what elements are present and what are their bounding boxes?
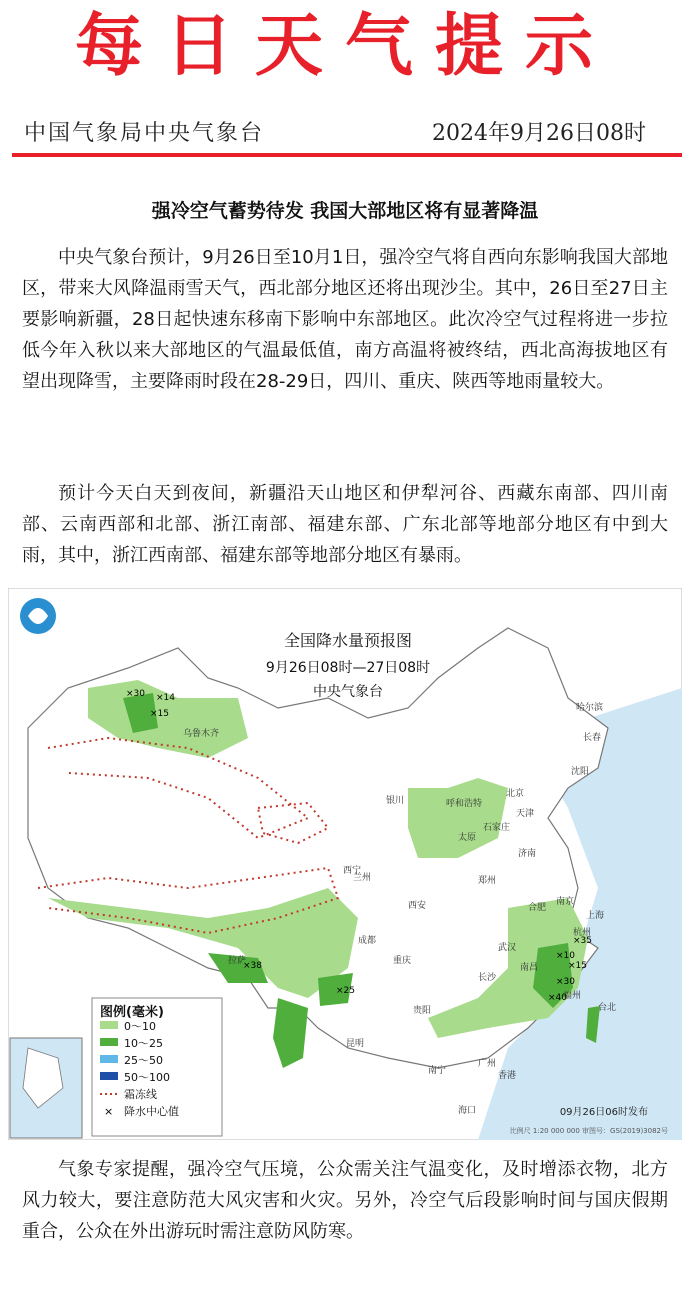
city-label: 天津 xyxy=(516,809,535,819)
center-value-label: ×15 xyxy=(568,961,587,971)
paragraph-1: 中央气象台预计，9月26日至10月1日，强冷空气将自西向东影响我国大部地区，带来大风降温雨雪天气，西北部分地区还将出现沙尘。其中，26日至27日主要影响新疆，28日起快速东移南下影响中东部地区。此次冷空气过程将进一步拉低今年入秋以来大部地区的气温最低值，南方高温将被终结，西北高海拔地区有望出现降雪，主要降雨时段在28-29日，四川、重庆、陕西等地雨量较大。 xyxy=(22,247,668,392)
legend-label: 0～10 xyxy=(124,1020,156,1033)
city-label: 济南 xyxy=(518,849,537,859)
city-label: 杭州 xyxy=(573,928,592,938)
city-label: 郑州 xyxy=(478,876,497,886)
legend-label: 25～50 xyxy=(124,1054,163,1067)
city-label: 贵阳 xyxy=(413,1006,432,1016)
city-label: 台北 xyxy=(598,1003,617,1013)
issue-datetime: 2024年9月26日08时 xyxy=(432,121,646,146)
city-label: 沈阳 xyxy=(571,767,590,777)
city-label: 拉萨 xyxy=(228,956,247,966)
city-label: 银川 xyxy=(386,796,405,806)
city-label: 重庆 xyxy=(393,956,412,966)
center-value-label: ×30 xyxy=(126,689,145,699)
city-label: 呼和浩特 xyxy=(446,799,483,809)
legend-swatch xyxy=(100,1021,118,1029)
city-label: 太原 xyxy=(458,833,477,843)
legend-swatch xyxy=(100,1072,118,1080)
city-label: 乌鲁木齐 xyxy=(183,729,220,739)
city-label: 成都 xyxy=(358,936,377,946)
red-divider xyxy=(12,153,682,157)
city-label: 西安 xyxy=(408,901,427,911)
paragraph-2: 预计今天白天到夜间，新疆沿天山地区和伊犁河谷、西藏东南部、四川南部、云南西部和北部、浙江南部、福建东部、广东北部等地部分地区有中到大雨，其中，浙江西南部、福建东部等地部分地区有暴雨。 xyxy=(22,483,668,566)
legend-label: 降水中心值 xyxy=(124,1105,179,1118)
center-value-label: ×40 xyxy=(548,993,567,1003)
city-label: 福州 xyxy=(563,991,582,1001)
city-label: 石家庄 xyxy=(483,823,511,833)
map-issuer: 中央气象台 xyxy=(313,684,383,700)
city-label: 香港 xyxy=(498,1071,517,1081)
city-label: 北京 xyxy=(506,789,525,799)
city-label: 哈尔滨 xyxy=(576,703,604,713)
center-value-label: ×25 xyxy=(336,986,355,996)
map-period: 9月26日08时—27日08时 xyxy=(265,660,431,676)
center-value-label: ×38 xyxy=(243,961,262,971)
city-label: 海口 xyxy=(458,1106,477,1116)
city-label: 南京 xyxy=(556,897,575,907)
map-title: 全国降水量预报图 xyxy=(283,631,413,650)
cma-logo-icon xyxy=(20,598,56,634)
publish-time: 09月26日06时发布 xyxy=(559,1107,648,1118)
city-label: 长春 xyxy=(583,733,602,743)
legend-swatch: × xyxy=(104,1105,114,1118)
city-label: 南昌 xyxy=(520,963,539,973)
city-label: 广州 xyxy=(478,1059,497,1069)
city-label: 兰州 xyxy=(353,873,372,883)
city-label: 上海 xyxy=(586,911,605,921)
legend-label: 50～100 xyxy=(124,1071,170,1084)
city-label: 西宁 xyxy=(343,866,362,876)
legend-swatch xyxy=(100,1055,118,1063)
center-value-label: ×14 xyxy=(156,693,175,703)
source-label: 中国气象局中央气象台 xyxy=(24,121,265,146)
headline: 每日天气提示 xyxy=(74,6,615,86)
precipitation-map xyxy=(8,588,682,1140)
scale-note: 比例尺 1:20 000 000 审图号：GS(2019)3082号 xyxy=(509,1127,668,1135)
center-value-label: ×15 xyxy=(150,709,169,719)
center-value-label: ×10 xyxy=(556,951,575,961)
city-label: 长沙 xyxy=(478,973,497,983)
article-title: 强冷空气蓄势待发 我国大部地区将有显著降温 xyxy=(151,200,539,222)
legend-label: 10～25 xyxy=(124,1037,163,1050)
legend-title: 图例(毫米) xyxy=(100,1005,164,1020)
city-label: 合肥 xyxy=(528,903,547,913)
center-value-label: ×35 xyxy=(573,936,592,946)
paragraph-3: 气象专家提醒，强冷空气压境，公众需关注气温变化，及时增添衣物，北方风力较大，要注意防范大风灾害和火灾。另外，冷空气后段影响时间与国庆假期重合，公众在外出游玩时需注意防风防寒。 xyxy=(22,1159,668,1242)
city-label: 南宁 xyxy=(428,1066,447,1076)
legend-label: 霜冻线 xyxy=(124,1088,157,1101)
center-value-label: ×30 xyxy=(556,977,575,987)
city-label: 武汉 xyxy=(498,943,517,953)
legend-swatch xyxy=(100,1038,118,1046)
legend xyxy=(92,998,222,1136)
source-row xyxy=(0,110,690,150)
city-label: 昆明 xyxy=(346,1039,365,1049)
south-china-sea-inset xyxy=(10,1038,82,1138)
